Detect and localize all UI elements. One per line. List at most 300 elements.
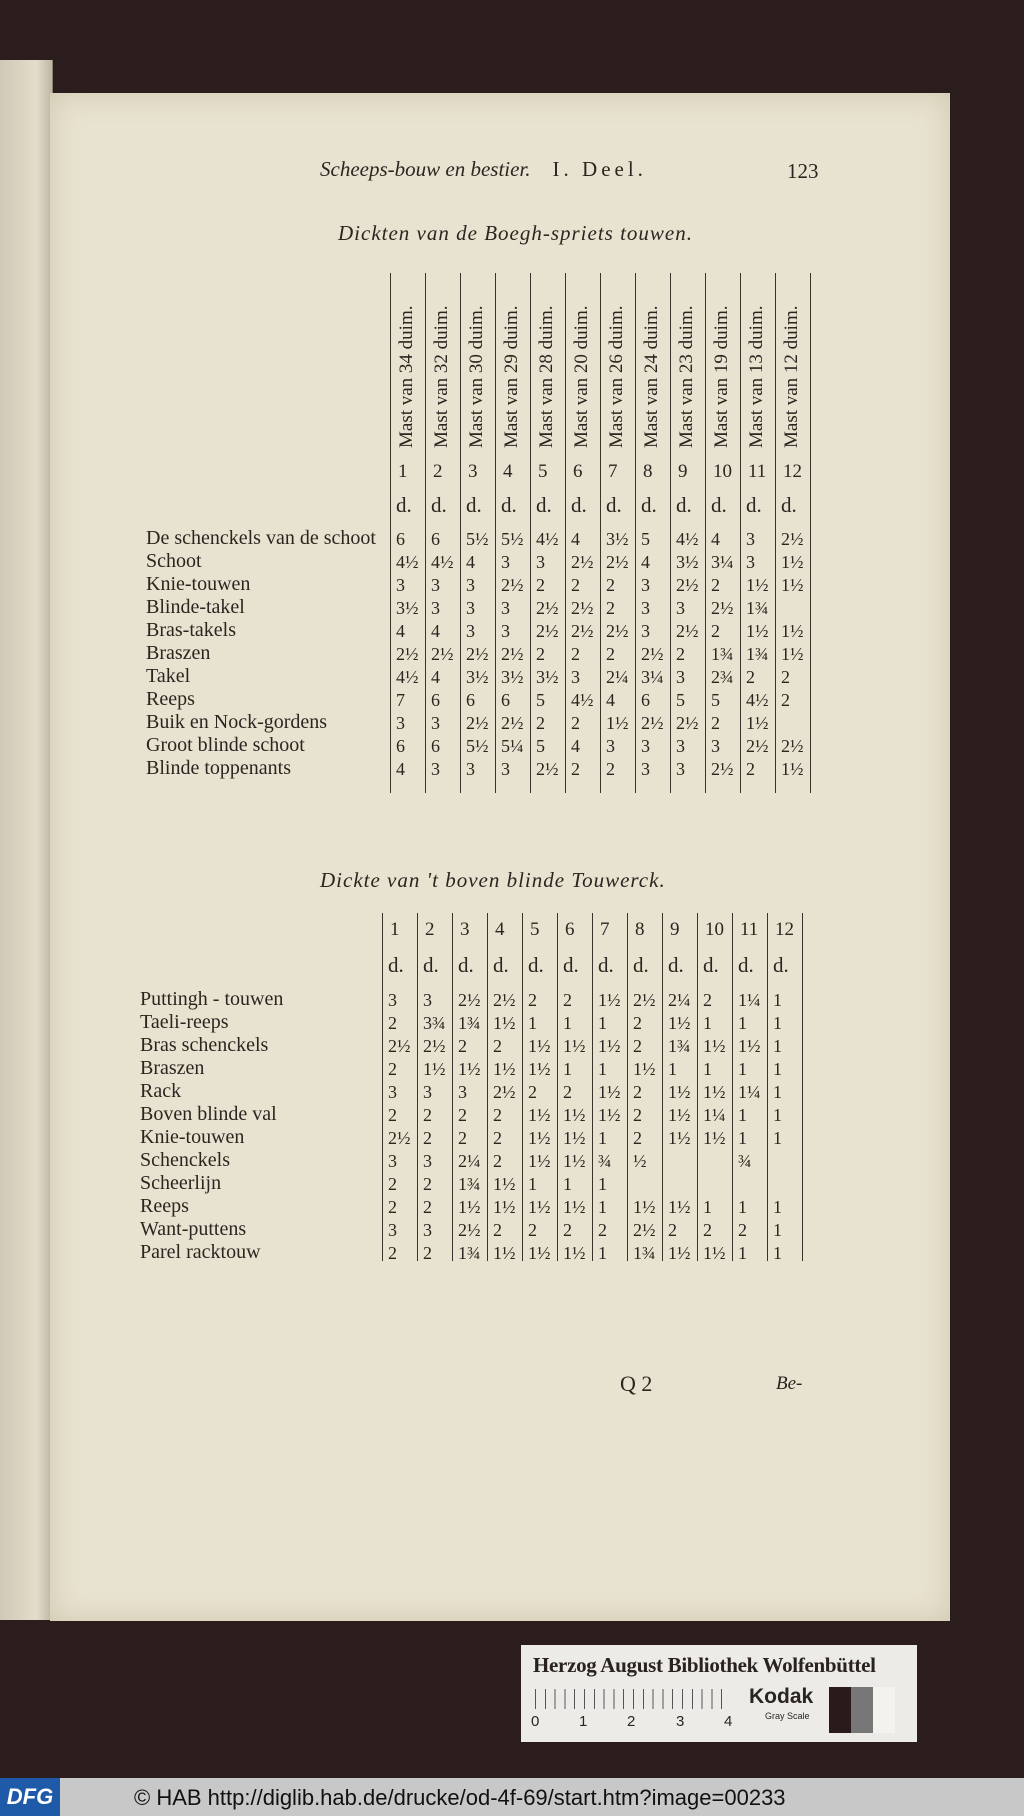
table-cell: 2 bbox=[458, 1128, 467, 1148]
unit-label: d. bbox=[571, 493, 587, 517]
table-cell: 1½ bbox=[493, 1174, 516, 1194]
table-cell: 4 bbox=[571, 529, 580, 549]
table-cell: 1½ bbox=[528, 1105, 551, 1125]
unit-label: d. bbox=[703, 953, 719, 977]
table-cell: 4 bbox=[571, 736, 580, 756]
column-header: Mast van 26 duim. bbox=[606, 305, 627, 448]
table-cell: 1 bbox=[738, 1128, 747, 1148]
table-cell: 1 bbox=[773, 990, 782, 1010]
unit-label: d. bbox=[528, 953, 544, 977]
column-header: Mast van 24 duim. bbox=[641, 305, 662, 448]
table-cell: 1 bbox=[703, 1013, 712, 1033]
table-cell: 2¾ bbox=[711, 667, 734, 687]
unit-label: d. bbox=[598, 953, 614, 977]
table-cell: 1 bbox=[738, 1243, 747, 1263]
table-cell: 2½ bbox=[781, 736, 804, 756]
column-number: 2 bbox=[425, 919, 435, 940]
table-cell: 2 bbox=[563, 1082, 572, 1102]
column-header: Mast van 29 duim. bbox=[501, 305, 522, 448]
table-cell: 1 bbox=[563, 1059, 572, 1079]
row-label: Buik en Nock-gordens bbox=[146, 711, 328, 733]
column-number: 8 bbox=[643, 461, 653, 482]
table-cell: 1 bbox=[738, 1105, 747, 1125]
table-cell: 2 bbox=[606, 644, 615, 664]
row-label: Bras schenckels bbox=[140, 1034, 269, 1056]
column-rule bbox=[452, 913, 453, 1261]
table-cell: 3 bbox=[606, 736, 615, 756]
table-cell: 3¼ bbox=[641, 667, 664, 687]
table-cell: 1 bbox=[773, 1220, 782, 1240]
table-cell: 5 bbox=[536, 736, 545, 756]
table-cell: 2½ bbox=[781, 529, 804, 549]
table-cell: 2 bbox=[633, 1036, 642, 1056]
table-cell: 2½ bbox=[641, 713, 664, 733]
table-cell: 3 bbox=[466, 598, 475, 618]
row-label: Braszen bbox=[140, 1057, 205, 1079]
table-cell: 2 bbox=[738, 1220, 747, 1240]
table-cell: 2¼ bbox=[668, 990, 691, 1010]
table-cell: 2½ bbox=[676, 621, 699, 641]
table-cell: 1½ bbox=[668, 1197, 691, 1217]
table-cell: 3½ bbox=[606, 529, 629, 549]
table-cell: 1½ bbox=[668, 1013, 691, 1033]
unit-label: d. bbox=[396, 493, 412, 517]
table-cell: 3 bbox=[641, 759, 650, 779]
column-rule bbox=[767, 913, 768, 1261]
table-cell: 2½ bbox=[493, 1082, 516, 1102]
column-header: Mast van 32 duim. bbox=[431, 305, 452, 448]
table-cell: 1½ bbox=[493, 1013, 516, 1033]
table-cell: 2½ bbox=[431, 644, 454, 664]
bottom-bar bbox=[0, 1778, 1024, 1816]
table-cell: 1¾ bbox=[711, 644, 734, 664]
table-cell: 3 bbox=[423, 1220, 432, 1240]
table-cell: 4½ bbox=[396, 667, 419, 687]
row-label: Rack bbox=[140, 1080, 182, 1102]
unit-label: d. bbox=[536, 493, 552, 517]
table-cell: 2½ bbox=[606, 552, 629, 572]
table1-title: Dickten van de Boegh-spriets touwen. bbox=[338, 221, 693, 245]
table-cell: 3 bbox=[388, 990, 397, 1010]
table-cell: 7 bbox=[396, 690, 405, 710]
table-cell: 2 bbox=[493, 1151, 502, 1171]
table-cell: 4 bbox=[396, 759, 405, 779]
institution-name: Herzog August Bibliothek Wolfenbüttel bbox=[533, 1653, 876, 1677]
table-cell: 1½ bbox=[668, 1105, 691, 1125]
table-cell: 3½ bbox=[536, 667, 559, 687]
table-cell: 1½ bbox=[598, 1036, 621, 1056]
table-cell: 1½ bbox=[703, 1036, 726, 1056]
table-cell: 2 bbox=[536, 644, 545, 664]
table-cell: 4 bbox=[431, 667, 440, 687]
column-number: 9 bbox=[670, 919, 680, 940]
table-cell: 4½ bbox=[431, 552, 454, 572]
table-cell: 3 bbox=[641, 621, 650, 641]
table-cell: 1½ bbox=[563, 1036, 586, 1056]
column-number: 7 bbox=[600, 919, 610, 940]
table-cell: 1½ bbox=[598, 1105, 621, 1125]
table-cell: 3 bbox=[466, 759, 475, 779]
column-number: 6 bbox=[565, 919, 575, 940]
table-cell: 3 bbox=[431, 713, 440, 733]
table-cell: 6 bbox=[466, 690, 475, 710]
table-cell: 2 bbox=[746, 759, 755, 779]
table-cell: 1 bbox=[773, 1197, 782, 1217]
table-cell: 3 bbox=[676, 759, 685, 779]
column-number: 12 bbox=[775, 919, 794, 940]
unit-label: d. bbox=[676, 493, 692, 517]
row-label: Reeps bbox=[146, 688, 195, 710]
table-cell: 2 bbox=[493, 1220, 502, 1240]
table-cell: 1½ bbox=[633, 1059, 656, 1079]
table-cell: 2 bbox=[746, 667, 755, 687]
table-cell: 3½ bbox=[676, 552, 699, 572]
row-label: Schoot bbox=[146, 550, 202, 572]
table-cell: 2½ bbox=[501, 713, 524, 733]
table-cell: 2 bbox=[536, 575, 545, 595]
table-cell: 1 bbox=[773, 1128, 782, 1148]
row-label: De schenckels van de schoot bbox=[146, 527, 376, 549]
table-cell: 1½ bbox=[633, 1197, 656, 1217]
table-cell: 3 bbox=[423, 1082, 432, 1102]
table-cell: 3 bbox=[396, 575, 405, 595]
table-cell: 4½ bbox=[536, 529, 559, 549]
table-cell: 1¾ bbox=[746, 598, 769, 618]
source-url[interactable]: © HAB http://diglib.hab.de/drucke/od-4f-69/start.htm?image=00233 bbox=[134, 1785, 786, 1810]
dfg-logo: DFG bbox=[0, 1778, 60, 1816]
table-cell: 3 bbox=[501, 621, 510, 641]
table-cell: 2 bbox=[493, 1128, 502, 1148]
table-cell: 1½ bbox=[493, 1197, 516, 1217]
table-cell: 2½ bbox=[501, 644, 524, 664]
table-cell: 1¾ bbox=[458, 1013, 481, 1033]
table-cell: 2 bbox=[388, 1174, 397, 1194]
table-cell: 1½ bbox=[606, 713, 629, 733]
table-cell: 5½ bbox=[466, 736, 489, 756]
table-cell: 2 bbox=[606, 759, 615, 779]
table-cell: 2 bbox=[388, 1059, 397, 1079]
column-number: 5 bbox=[538, 461, 548, 482]
table-cell: 2 bbox=[781, 667, 790, 687]
unit-label: d. bbox=[423, 953, 439, 977]
table-cell: 2 bbox=[388, 1013, 397, 1033]
table-cell: 1½ bbox=[528, 1151, 551, 1171]
table-cell: 1 bbox=[703, 1059, 712, 1079]
table-cell: 4 bbox=[711, 529, 720, 549]
column-header: Mast van 20 duim. bbox=[571, 305, 592, 448]
table-cell: 3 bbox=[466, 621, 475, 641]
table-cell: 1 bbox=[598, 1128, 607, 1148]
table-cell: 1 bbox=[528, 1174, 537, 1194]
row-label: Want-puttens bbox=[140, 1218, 247, 1240]
table-cell: 2½ bbox=[536, 759, 559, 779]
table-cell: 1½ bbox=[746, 713, 769, 733]
table-cell: 1¾ bbox=[746, 644, 769, 664]
table-cell: 6 bbox=[396, 529, 405, 549]
table-cell: 2½ bbox=[388, 1128, 411, 1148]
unit-label: d. bbox=[458, 953, 474, 977]
table-cell: 1½ bbox=[598, 990, 621, 1010]
column-number: 11 bbox=[740, 919, 759, 940]
table-cell: ¾ bbox=[738, 1151, 752, 1171]
unit-label: d. bbox=[738, 953, 754, 977]
table-cell: 2½ bbox=[493, 990, 516, 1010]
table-cell: 3 bbox=[676, 736, 685, 756]
ruler-number: 4 bbox=[724, 1713, 733, 1730]
table2 bbox=[50, 93, 950, 1393]
table-cell: ¾ bbox=[598, 1151, 612, 1171]
table-cell: 2½ bbox=[676, 713, 699, 733]
column-number: 7 bbox=[608, 461, 618, 482]
table-cell: 1½ bbox=[493, 1243, 516, 1263]
table-cell: 1¼ bbox=[703, 1105, 726, 1125]
running-title: Scheeps-bouw en bestier. bbox=[320, 157, 531, 181]
catchword: Be- bbox=[776, 1373, 803, 1394]
table-cell: 2 bbox=[633, 1013, 642, 1033]
table-cell: 2¼ bbox=[606, 667, 629, 687]
column-number: 6 bbox=[573, 461, 583, 482]
table-cell: 2 bbox=[423, 1105, 432, 1125]
table-cell: 3¼ bbox=[711, 552, 734, 572]
table-cell: 3½ bbox=[396, 598, 419, 618]
column-number: 3 bbox=[468, 461, 478, 482]
table-cell: 3 bbox=[388, 1151, 397, 1171]
table-cell: 1½ bbox=[563, 1128, 586, 1148]
table-cell: 1 bbox=[598, 1197, 607, 1217]
table-cell: 3 bbox=[746, 552, 755, 572]
table-cell: 1 bbox=[598, 1243, 607, 1263]
table-cell: 1 bbox=[773, 1105, 782, 1125]
column-rule bbox=[522, 913, 523, 1261]
table-cell: 3 bbox=[746, 529, 755, 549]
unit-label: d. bbox=[781, 493, 797, 517]
table-cell: 3 bbox=[711, 736, 720, 756]
unit-label: d. bbox=[563, 953, 579, 977]
unit-label: d. bbox=[773, 953, 789, 977]
table-cell: 6 bbox=[641, 690, 650, 710]
table-cell: 4 bbox=[396, 621, 405, 641]
row-label: Boven blinde val bbox=[140, 1103, 277, 1125]
table-cell: 2½ bbox=[571, 552, 594, 572]
table-cell: 3 bbox=[641, 598, 650, 618]
row-label: Reeps bbox=[140, 1195, 189, 1217]
table-cell: 1¾ bbox=[668, 1036, 691, 1056]
table-cell: 2 bbox=[563, 990, 572, 1010]
table-cell: 1 bbox=[563, 1013, 572, 1033]
table-cell: 2 bbox=[633, 1082, 642, 1102]
table-cell: 1½ bbox=[703, 1128, 726, 1148]
gray-scale-label: Gray Scale bbox=[765, 1711, 810, 1721]
table-cell: 3 bbox=[571, 667, 580, 687]
table-cell: 3 bbox=[388, 1220, 397, 1240]
table-cell: 1½ bbox=[668, 1128, 691, 1148]
table-cell: 3 bbox=[458, 1082, 467, 1102]
table-cell: 3 bbox=[501, 598, 510, 618]
column-rule bbox=[802, 913, 803, 1261]
table-cell: 1 bbox=[773, 1082, 782, 1102]
table-cell: 1½ bbox=[598, 1082, 621, 1102]
unit-label: d. bbox=[493, 953, 509, 977]
table-cell: 3 bbox=[423, 1151, 432, 1171]
table2-title: Dickte van 't boven blinde Touwerck. bbox=[320, 868, 666, 892]
column-rule bbox=[487, 913, 488, 1261]
column-rule bbox=[557, 913, 558, 1261]
table-cell: 1½ bbox=[781, 759, 804, 779]
column-header: Mast van 23 duim. bbox=[676, 305, 697, 448]
row-label: Blinde toppenants bbox=[146, 757, 291, 779]
row-label: Taeli-reeps bbox=[140, 1011, 229, 1033]
table-cell: 1½ bbox=[738, 1036, 761, 1056]
table-cell: 1 bbox=[598, 1013, 607, 1033]
column-number: 9 bbox=[678, 461, 688, 482]
column-rule bbox=[382, 913, 383, 1261]
column-rule bbox=[592, 913, 593, 1261]
table-cell: 2 bbox=[493, 1105, 502, 1125]
column-header: Mast van 12 duim. bbox=[781, 305, 802, 448]
ruler-number: 3 bbox=[676, 1713, 685, 1730]
table-cell: ½ bbox=[633, 1151, 647, 1171]
table-cell: 2½ bbox=[711, 598, 734, 618]
table-cell: 2 bbox=[711, 575, 720, 595]
table-cell: 2 bbox=[536, 713, 545, 733]
table-cell: 2 bbox=[781, 690, 790, 710]
table-cell: 1½ bbox=[703, 1243, 726, 1263]
table-cell: 1½ bbox=[668, 1082, 691, 1102]
row-label: Bras-takels bbox=[146, 619, 236, 641]
table-cell: 2½ bbox=[501, 575, 524, 595]
row-label: Knie-touwen bbox=[146, 573, 251, 595]
part-label: I. Deel. bbox=[552, 157, 647, 181]
row-label: Parel racktouw bbox=[140, 1241, 261, 1263]
row-label: Scheerlijn bbox=[140, 1172, 222, 1194]
table-cell: 2 bbox=[703, 990, 712, 1010]
table-cell: 1¼ bbox=[738, 1082, 761, 1102]
color-card bbox=[521, 1645, 917, 1742]
table-cell: 1½ bbox=[563, 1105, 586, 1125]
column-header: Mast van 30 duim. bbox=[466, 305, 487, 448]
table-cell: 1 bbox=[773, 1036, 782, 1056]
table-cell: 2 bbox=[676, 644, 685, 664]
table-cell: 2 bbox=[703, 1220, 712, 1240]
table-cell: 3 bbox=[388, 1082, 397, 1102]
table-cell: 4 bbox=[641, 552, 650, 572]
table-cell: 1½ bbox=[528, 1128, 551, 1148]
table-cell: 5 bbox=[711, 690, 720, 710]
table-cell: 1 bbox=[773, 1059, 782, 1079]
table-cell: 5 bbox=[641, 529, 650, 549]
table-cell: 2 bbox=[388, 1105, 397, 1125]
table-cell: 2½ bbox=[571, 621, 594, 641]
table-cell: 2½ bbox=[746, 736, 769, 756]
table-cell: 1 bbox=[528, 1013, 537, 1033]
column-number: 10 bbox=[713, 461, 732, 482]
table-cell: 3 bbox=[641, 575, 650, 595]
unit-label: d. bbox=[633, 953, 649, 977]
table-cell: 2¼ bbox=[458, 1151, 481, 1171]
table-cell: 6 bbox=[396, 736, 405, 756]
table-cell: 4 bbox=[431, 621, 440, 641]
table-cell: 1½ bbox=[528, 1243, 551, 1263]
table-cell: 2 bbox=[423, 1174, 432, 1194]
column-number: 2 bbox=[433, 461, 443, 482]
table-cell: 1½ bbox=[458, 1059, 481, 1079]
table-cell: 1½ bbox=[528, 1036, 551, 1056]
table-cell: 2 bbox=[423, 1128, 432, 1148]
table-cell: 3½ bbox=[466, 667, 489, 687]
row-label: Groot blinde schoot bbox=[146, 734, 305, 756]
column-header: Mast van 13 duim. bbox=[746, 305, 767, 448]
table-cell: 1½ bbox=[781, 621, 804, 641]
column-number: 1 bbox=[390, 919, 400, 940]
ruler-number: 1 bbox=[579, 1713, 588, 1730]
table-cell: 2 bbox=[528, 1082, 537, 1102]
page-number: 123 bbox=[787, 159, 819, 183]
table-cell: 2½ bbox=[536, 598, 559, 618]
table-cell: 2 bbox=[571, 644, 580, 664]
table-cell: 1 bbox=[773, 1243, 782, 1263]
column-number: 4 bbox=[503, 461, 513, 482]
table-cell: 1 bbox=[598, 1059, 607, 1079]
table-cell: 2 bbox=[423, 1243, 432, 1263]
table-cell: 2 bbox=[458, 1105, 467, 1125]
table-cell: 1 bbox=[738, 1197, 747, 1217]
table-cell: 2 bbox=[598, 1220, 607, 1240]
table-cell: 1 bbox=[738, 1013, 747, 1033]
table-cell: 2 bbox=[563, 1220, 572, 1240]
table-cell: 2½ bbox=[396, 644, 419, 664]
book-page bbox=[50, 93, 950, 1621]
table-cell: 2½ bbox=[676, 575, 699, 595]
column-rule bbox=[417, 913, 418, 1261]
table-cell: 5 bbox=[536, 690, 545, 710]
swatch-gray bbox=[851, 1687, 873, 1733]
kodak-logo: Kodak bbox=[749, 1685, 814, 1708]
column-number: 3 bbox=[460, 919, 470, 940]
table-cell: 6 bbox=[501, 690, 510, 710]
row-label: Puttingh - touwen bbox=[140, 988, 284, 1010]
table-cell: 2 bbox=[388, 1197, 397, 1217]
table-cell: 1 bbox=[703, 1197, 712, 1217]
table-cell: 2½ bbox=[423, 1036, 446, 1056]
table-cell: 1½ bbox=[746, 621, 769, 641]
table-cell: 2½ bbox=[466, 644, 489, 664]
table-cell: 1¾ bbox=[458, 1174, 481, 1194]
unit-label: d. bbox=[606, 493, 622, 517]
table-cell: 2½ bbox=[711, 759, 734, 779]
table-cell: 2 bbox=[571, 575, 580, 595]
table-cell: 2 bbox=[528, 1220, 537, 1240]
table-cell: 3 bbox=[431, 759, 440, 779]
table-cell: 1½ bbox=[563, 1243, 586, 1263]
table-cell: 3 bbox=[641, 736, 650, 756]
table-cell: 1½ bbox=[423, 1059, 446, 1079]
table-cell: 1 bbox=[738, 1059, 747, 1079]
table-cell: 2½ bbox=[633, 990, 656, 1010]
table-cell: 5½ bbox=[501, 529, 524, 549]
table-cell: 2 bbox=[606, 598, 615, 618]
row-label: Braszen bbox=[146, 642, 211, 664]
table-cell: 2 bbox=[458, 1036, 467, 1056]
table-cell: 2½ bbox=[641, 644, 664, 664]
table-cell: 1½ bbox=[563, 1197, 586, 1217]
table-cell: 6 bbox=[431, 529, 440, 549]
table-cell: 2½ bbox=[388, 1036, 411, 1056]
table-cell: 4½ bbox=[396, 552, 419, 572]
table-cell: 1½ bbox=[781, 644, 804, 664]
column-rule bbox=[697, 913, 698, 1261]
table-cell: 6 bbox=[431, 690, 440, 710]
table-cell: 3¾ bbox=[423, 1013, 446, 1033]
